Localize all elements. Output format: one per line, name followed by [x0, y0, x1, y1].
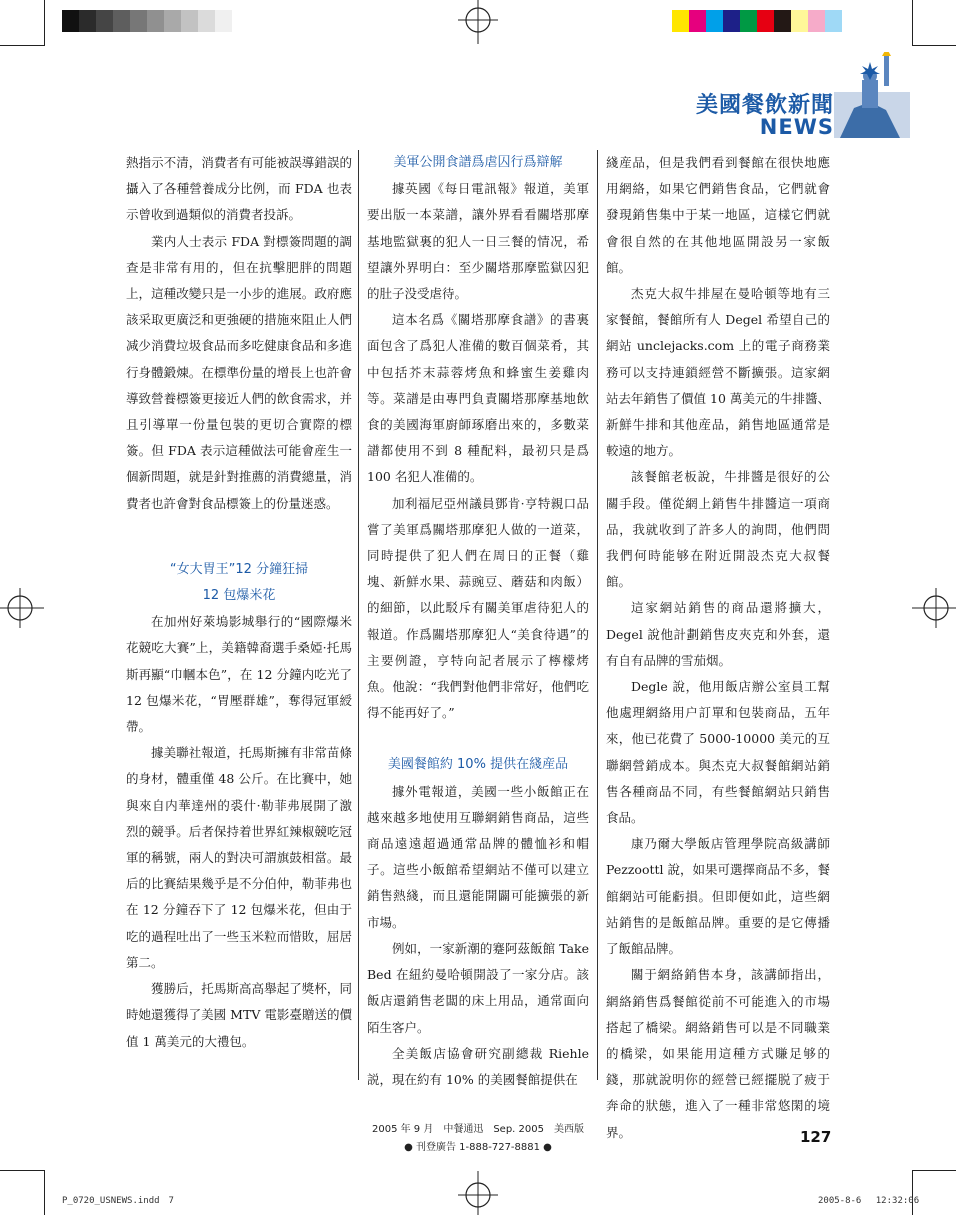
color-swatch: [147, 10, 164, 32]
color-swatch: [215, 10, 232, 32]
process-color-bar: [672, 10, 842, 32]
column-2: [367, 150, 589, 1093]
paragraph: 關于網絡銷售本身，該講師指出，網絡銷售爲餐館從前不可能進入的市場搭起了橋梁。網絡銷售可以是不同職業的橋梁，如果能用這種方式賺足够的錢，那就說明你的經營已經擺脱了疲于奔命的狀態，進入了一種非常悠閑的境界。: [606, 967, 830, 1140]
color-swatch: [672, 10, 689, 32]
paragraph: 在加州好萊塢影城舉行的“國際爆米花競吃大賽”上，美籍韓裔選手桑婭·托馬斯再顯“巾幗本色”，在 12 分鐘内吃光了 12 包爆米花，“胃壓群雄”，奪得冠軍綬帶。: [126, 614, 352, 735]
paragraph: Degle 說，他用飯店辦公室員工幫他處理網絡用户訂單和包裝商品，五年來，他已花費了 5000-10000 美元的互聯網營銷成本。與杰克大叔餐館網站銷售各種商品不同，有些餐館網站只銷售食品。: [606, 679, 830, 826]
crop-mark: [912, 45, 956, 46]
color-swatch: [774, 10, 791, 32]
color-swatch: [689, 10, 706, 32]
grayscale-color-bar: [62, 10, 232, 32]
paragraph: 業内人士表示 FDA 對標簽問題的調查是非常有用的，但在抗擊肥胖的問題上，這種改變只是一小步的進展。政府應該采取更廣泛和更強硬的措施來阻止人們减少消費垃圾食品而多吃健康食品和多進行身體鍛煉。在標準份量的增長上也許會導致營養標簽更接近人們的飲食需求，并且引導單一份量包裝的更切合實際的標簽。但 FDA 表示這種做法可能會産生一個新問題，就是針對推薦的消費總量，消費者也許會對食品標簽上的份量迷惑。: [126, 233, 352, 511]
paragraph: 這本名爲《關塔那摩食譜》的書裏面包含了爲犯人准備的數百個菜肴，其中包括芥末蒜蓉烤魚和蜂蜜生姜雞肉等。菜譜是由專門負責關塔那摩基地飲食的美國海軍廚師琢磨出來的，多數菜譜都使用不到 8 種配料，最初只是爲 100 名犯人准備的。: [367, 312, 589, 485]
color-swatch: [808, 10, 825, 32]
paragraph: 全美飯店協會研究副總裁 Riehle 説，現在約有 10% 的美國餐館提供在: [367, 1045, 589, 1087]
crop-mark: [0, 1170, 44, 1171]
column-1: [126, 150, 352, 1055]
color-swatch: [62, 10, 79, 32]
paragraph: 據英國《每日電訊報》報道，美軍要出版一本菜譜，讓外界看看關塔那摩基地監獄裏的犯人一日三餐的情况，希望讓外界明白：至少關塔那摩監獄囚犯的肚子没受虐待。: [367, 181, 589, 302]
color-swatch: [706, 10, 723, 32]
paragraph: 這家網站銷售的商品還將擴大，Degel 說他計劃銷售皮夾克和外套，還有自有品牌的雪茄烟。: [606, 600, 830, 668]
column-divider: [358, 150, 359, 1080]
color-swatch: [79, 10, 96, 32]
color-swatch: [96, 10, 113, 32]
registration-mark-icon: [910, 585, 956, 631]
color-swatch: [757, 10, 774, 32]
color-swatch: [740, 10, 757, 32]
color-swatch: [825, 10, 842, 32]
statue-of-liberty-icon: [834, 52, 910, 138]
article-headline: “女大胃王”12 分鐘狂掃: [169, 561, 309, 577]
timestamp-slug: 2005-8-6 12:32:06: [818, 1196, 920, 1206]
color-swatch: [791, 10, 808, 32]
section-subtitle: NEWS: [759, 115, 834, 139]
paragraph: 康乃爾大學飯店管理學院高級講師 Pezzoottl 說，如果可選擇商品不多，餐館網站可能虧損。但即便如此，這些網站銷售的是飯館品牌。重要的是它傳播了飯館品牌。: [606, 836, 830, 957]
color-swatch: [181, 10, 198, 32]
section-title: 美國餐飲新聞: [695, 93, 834, 118]
article-headline: 美國餐館約 10% 提供在綫産品: [387, 757, 569, 773]
column-divider: [597, 150, 598, 1080]
registration-mark-icon: [455, 0, 501, 46]
column-3: [606, 150, 830, 1146]
footer-ad-line: ● 刊登廣告 1-888-727-8881 ●: [404, 1142, 552, 1153]
page-number: 127: [800, 1128, 832, 1146]
paragraph: 加利福尼亞州議員鄧肯·亨特親口品嘗了美軍爲關塔那摩犯人做的一道菜，同時提供了犯人們在周日的正餐（雞塊、新鮮水果、蒜豌豆、蘑菇和肉飯）的細節，以此駁斥有關美軍虐待犯人的報道。作爲關塔那摩犯人“美食待遇”的主要例證，亨特向記者展示了檸檬烤魚。他說：“我們對他們非常好，他們吃得不能再好了。”: [367, 495, 589, 721]
article-headline: 12 包爆米花: [202, 588, 276, 604]
paragraph: 杰克大叔牛排屋在曼哈頓等地有三家餐館，餐館所有人 Degel 希望自己的網站 unclejacks.com 上的電子商務業務可以支持連鎖經營不斷擴張。這家網站去年銷售了價值 10 萬美元的牛排醬、新鮮牛排和其他産品，銷售地區通常是較遠的地方。: [606, 286, 830, 459]
paragraph: 據外電報道，美國一些小飯館正在越來越多地使用互聯網銷售商品，這些商品遠遠超過通常品牌的體恤衫和帽子。這些小飯館希望網站不僅可以建立銷售熱綫，而且還能開闢可能擴張的新市場。: [367, 783, 589, 930]
color-swatch: [164, 10, 181, 32]
registration-mark-icon: [0, 585, 46, 631]
color-swatch: [198, 10, 215, 32]
paragraph: 例如，一家新潮的蹇阿茲飯館 Take Bed 在紐約曼哈頓開設了一家分店。該飯店還銷售老闆的床上用品，通常面向陌生客户。: [367, 940, 589, 1035]
paragraph: 獲勝后，托馬斯高高舉起了獎杯，同時她還獲得了美國 MTV 電影臺贈送的價值 1 萬美元的大禮包。: [126, 981, 352, 1049]
registration-mark-icon: [455, 1169, 501, 1215]
paragraph: 熱指示不清，消費者有可能被誤導錯誤的攝入了各種營養成分比例，而 FDA 也表示曾收到過類似的消費者投訴。: [126, 155, 352, 223]
crop-mark: [44, 1170, 45, 1215]
crop-mark: [912, 0, 913, 46]
article-headline: 美軍公開食譜爲虐囚行爲辯解: [393, 155, 563, 170]
crop-mark: [912, 1170, 956, 1171]
paragraph: 據美聯社報道，托馬斯擁有非常苗條的身材，體重僅 48 公斤。在比賽中，她與來自内華達州的裘什·勒菲弗展開了激烈的競爭。后者保持着世界紅辣椒競吃冠軍的稱號，兩人的對决可謂旗鼓相當。最后的比賽結果幾乎是不分伯仲，勒菲弗也在 12 分鐘吞下了 12 包爆米花，但由于吃的過程吐出了一些玉米粒而惜敗，屈居第二。: [126, 745, 352, 970]
crop-mark: [44, 0, 45, 46]
paragraph: 綫産品，但是我們看到餐館在很快地應用網絡，如果它們銷售食品，它們就會發現銷售集中于某一地區，這樣它們就會很自然的在其他地區開設另一家飯館。: [606, 155, 830, 275]
file-slug: P_0720_USNEWS.indd 7: [62, 1196, 174, 1206]
paragraph: 該餐館老板說，牛排醬是很好的公關手段。僅從網上銷售牛排醬這一項商品，我就收到了許多人的詢問，他們問我們何時能够在附近開設杰克大叔餐館。: [606, 469, 830, 590]
footer-publication-line: 2005 年 9 月 中餐通迅 Sep. 2005 美西版: [371, 1124, 584, 1135]
color-swatch: [723, 10, 740, 32]
color-swatch: [130, 10, 147, 32]
color-swatch: [113, 10, 130, 32]
crop-mark: [0, 45, 44, 46]
